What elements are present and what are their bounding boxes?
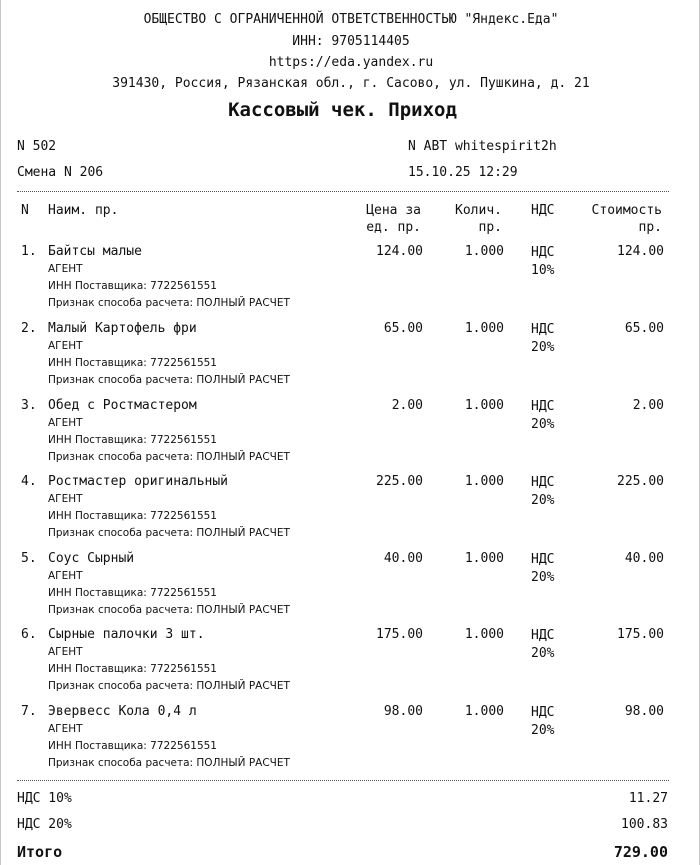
item-supplier-inn: ИНН Поставщика: 7722561551 [48,740,217,752]
item-vat-rate: 20% [531,646,555,661]
item-cost: 175.00 [617,627,664,642]
list-item [1,244,700,320]
item-payment-method: Признак способа расчета: ПОЛНЫЙ РАСЧЕТ [48,680,290,692]
item-vat [531,474,554,510]
item-vat [531,551,554,587]
receipt-title: Кассовый чек. Приход [228,99,457,121]
item-name: Соус Сырный [48,551,135,566]
item-vat-label: НДС [531,552,555,567]
item-vat-rate: 20% [531,417,555,432]
item-agent: АГЕНТ [48,570,83,582]
list-item [1,321,700,397]
item-price: 225.00 [376,474,423,489]
item-name: Ростмастер оригинальный [48,474,229,489]
item-supplier-inn: ИНН Поставщика: 7722561551 [48,663,217,675]
col-header-price-line1: Цена за [366,203,421,218]
item-cost: 124.00 [617,244,664,259]
item-name: Малый Картофель фри [48,321,197,336]
item-vat-label: НДС [531,322,555,337]
item-name: Сырные палочки 3 шт. [48,627,205,642]
item-supplier-inn: ИНН Поставщика: 7722561551 [48,434,217,446]
item-agent: АГЕНТ [48,417,83,429]
col-header-cost-line1: Стоимость [591,203,662,218]
vat10-label: НДС 10% [17,791,72,806]
item-vat-label: НДС [531,475,555,490]
item-vat [531,398,554,434]
separator-bottom [17,780,669,781]
item-vat-label: НДС [531,399,555,414]
item-number: 2. [21,321,37,336]
item-vat-label: НДС [531,705,555,720]
item-price: 175.00 [376,627,423,642]
separator-top [17,191,669,192]
item-payment-method: Признак способа расчета: ПОЛНЫЙ РАСЧЕТ [48,757,290,769]
item-number: 4. [21,474,37,489]
receipt-number: N 502 [17,139,57,154]
item-qty: 1.000 [464,704,504,719]
item-number: 5. [21,551,37,566]
item-vat-rate: 20% [531,570,555,585]
col-header-price-line2: ед. пр. [366,220,421,235]
item-payment-method: Признак способа расчета: ПОЛНЫЙ РАСЧЕТ [48,604,290,616]
item-cost: 225.00 [617,474,664,489]
item-number: 1. [21,244,37,259]
item-cost: 65.00 [624,321,664,336]
item-name: Байтсы малые [48,244,142,259]
col-header-vat: НДС [531,203,555,218]
item-price: 65.00 [383,321,423,336]
item-payment-method: Признак способа расчета: ПОЛНЫЙ РАСЧЕТ [48,297,290,309]
company-inn: ИНН: 9705114405 [292,34,410,49]
item-vat-rate: 20% [531,723,555,738]
item-vat [531,244,554,280]
item-qty: 1.000 [464,398,504,413]
item-price: 98.00 [383,704,423,719]
item-vat [531,321,554,357]
item-cost: 2.00 [632,398,664,413]
item-qty: 1.000 [464,474,504,489]
list-item [1,551,700,627]
col-header-qty-line1: Колич. [455,203,502,218]
item-vat-label: НДС [531,628,555,643]
col-header-price [366,202,421,236]
col-header-qty-line2: пр. [478,220,502,235]
total-value: 729.00 [613,843,668,861]
item-agent: АГЕНТ [48,493,83,505]
list-item [1,627,700,703]
item-name: Обед с Ростмастером [48,398,197,413]
item-vat-label: НДС [531,245,555,260]
item-agent: АГЕНТ [48,340,83,352]
item-vat-rate: 20% [531,493,555,508]
company-name: ОБЩЕСТВО С ОГРАНИЧЕННОЙ ОТВЕТСТВЕННОСТЬЮ "Яндекс.Еда" [143,12,559,27]
item-agent: АГЕНТ [48,723,83,735]
item-name: Эвервесс Кола 0,4 л [48,704,197,719]
shift-number: Смена N 206 [17,165,104,180]
vat20-value: 100.83 [621,817,668,832]
item-number: 7. [21,704,37,719]
item-number: 3. [21,398,37,413]
item-qty: 1.000 [464,627,504,642]
item-cost: 98.00 [624,704,664,719]
list-item [1,398,700,474]
item-vat [531,704,554,740]
list-item [1,474,700,550]
item-cost: 40.00 [624,551,664,566]
list-item [1,704,700,780]
item-supplier-inn: ИНН Поставщика: 7722561551 [48,280,217,292]
vat10-value: 11.27 [628,791,668,806]
vat20-label: НДС 20% [17,817,72,832]
item-qty: 1.000 [464,551,504,566]
col-header-num: N [21,203,29,218]
item-supplier-inn: ИНН Поставщика: 7722561551 [48,587,217,599]
item-agent: АГЕНТ [48,263,83,275]
col-header-qty [455,202,502,236]
col-header-cost [592,202,662,236]
item-agent: АГЕНТ [48,646,83,658]
col-header-cost-line2: пр. [638,220,662,235]
item-supplier-inn: ИНН Поставщика: 7722561551 [48,357,217,369]
col-header-name: Наим. пр. [48,203,119,218]
item-number: 6. [21,627,37,642]
item-vat-rate: 10% [531,263,555,278]
item-supplier-inn: ИНН Поставщика: 7722561551 [48,510,217,522]
item-vat-rate: 20% [531,340,555,355]
company-site: https://eda.yandex.ru [268,55,434,70]
kiosk-id: N АВТ whitespirit2h [408,139,557,154]
item-price: 124.00 [376,244,423,259]
item-payment-method: Признак способа расчета: ПОЛНЫЙ РАСЧЕТ [48,451,290,463]
receipt-datetime: 15.10.25 12:29 [408,165,518,180]
item-payment-method: Признак способа расчета: ПОЛНЫЙ РАСЧЕТ [48,374,290,386]
item-qty: 1.000 [464,244,504,259]
total-label: Итого [17,843,63,861]
item-price: 40.00 [383,551,423,566]
company-address: 391430, Россия, Рязанская обл., г. Сасово, ул. Пушкина, д. 21 [112,76,590,91]
item-vat [531,627,554,663]
item-qty: 1.000 [464,321,504,336]
item-payment-method: Признак способа расчета: ПОЛНЫЙ РАСЧЕТ [48,527,290,539]
item-price: 2.00 [391,398,423,413]
